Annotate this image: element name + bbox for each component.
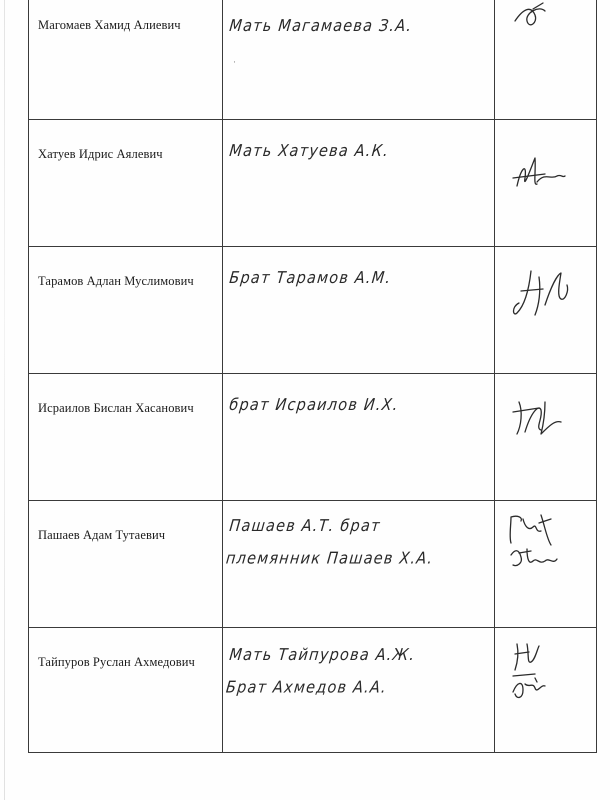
person-name: Пашаев Адам Тутаевич (38, 528, 166, 542)
relative-entry: Брат Тарамов А.М. (228, 269, 393, 288)
signature-cell (495, 247, 597, 374)
scan-speck: · (233, 57, 236, 67)
signature-icon (505, 255, 585, 355)
table-row (29, 501, 597, 628)
relatives-handwriting (228, 11, 414, 43)
signature-cell (495, 0, 597, 120)
relative-entry: Мать Магамаева З.А. (228, 17, 414, 36)
signature-cell (495, 374, 597, 501)
table-row (29, 374, 597, 501)
relative-entry: Мать Тайпурова А.Ж. (228, 646, 417, 665)
signature-cell (495, 501, 597, 628)
relatives-signature-table (28, 0, 597, 753)
relatives-cell (223, 374, 495, 501)
name-cell (29, 374, 223, 501)
name-cell (29, 501, 223, 628)
relative-entry: Пашаев А.Т. брат (228, 517, 382, 536)
relatives-handwriting (228, 136, 391, 168)
name-cell (29, 628, 223, 753)
relatives-handwriting (228, 390, 401, 422)
name-cell (29, 0, 223, 120)
signature-cell (495, 628, 597, 753)
relatives-cell (223, 628, 495, 753)
table-row (29, 628, 597, 753)
signature-icon (505, 382, 585, 482)
relatives-cell (223, 501, 495, 628)
relatives-cell (223, 247, 495, 374)
relative-entry: брат Исраилов И.Х. (228, 396, 400, 415)
signature-cell (495, 120, 597, 247)
signature-icon (505, 505, 585, 605)
table-row (29, 120, 597, 247)
person-name: Исраилов Бислан Хасанович (38, 401, 194, 415)
person-name: Магомаев Хамид Алиевич (38, 18, 181, 32)
name-cell (29, 120, 223, 247)
relatives-handwriting (224, 511, 438, 576)
relative-entry: племянник Пашаев Х.А. (224, 550, 435, 569)
relatives-cell (223, 120, 495, 247)
table-row (29, 0, 597, 120)
name-cell (29, 247, 223, 374)
person-name: Тарамов Адлан Муслимович (38, 274, 194, 288)
relative-entry: Мать Хатуева А.К. (228, 142, 390, 161)
signature-icon (505, 634, 585, 734)
scan-edge-shadow (4, 0, 5, 800)
person-name: Хатуев Идрис Аялевич (38, 147, 163, 161)
relative-entry: Брат Ахмедов А.А. (224, 679, 388, 698)
signature-icon (505, 0, 585, 99)
relatives-handwriting (224, 640, 417, 705)
signature-icon (505, 128, 585, 228)
table-row (29, 247, 597, 374)
relatives-handwriting (228, 263, 393, 295)
relatives-cell (223, 0, 495, 120)
person-name: Тайпуров Руслан Ахмедович (38, 655, 195, 669)
